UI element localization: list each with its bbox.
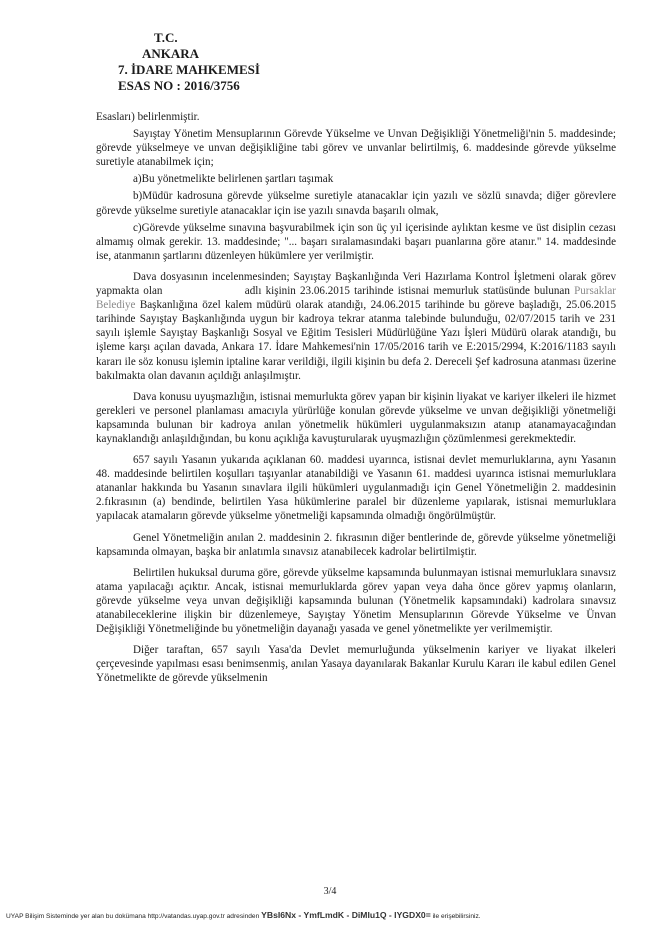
paragraph-4: c)Görevde yükselme sınavına başvurabilmek için son üç yıl içerisinde aylıktan kesme ve üst disiplin cezası almamış olmak gerekir. 13. maddesinde; "... başarı sıralamasındaki başarı puanlarına göre atanır." 14. maddesinde ise, atanmanın şartlarını düzenleyen hükümlere yer verilmiştir.: [96, 221, 616, 262]
paragraph-6: Dava konusu uyuşmazlığın, istisnai memurlukta görev yapan bir kişinin liyakat ve kariyer ilkeleri ile hizmet gerekleri ve personel planlaması amacıyla yürürlüğe konulan görevde yükselme ve unvan değişikliği yönetmeliği kapsamında bulunan bir kadroya anılan yönetmelik hükümleri uygulanmaksızın atanıp atanamayacağından kaynaklandığı anlaşıldığından, bu konu açıklığa kavuşturularak uyuşmazlığın çözümlenmesi gerekmektedir.: [96, 390, 616, 445]
page-number: 3/4: [323, 886, 337, 897]
paragraph-5-part-d: Başkanlığına özel kalem müdürü olarak atandığı, 24.06.2015 tarihinde bu göreve başladığı, 25.06.2015 tarihinde Sayıştay Başkanlığında uygun bir kadroya tekrar atanma talebinde bulunduğu, 02/07/2015 tarih ve 231 sayılı işlemle Sayıştay Başkanlığı Sosyal ve Eğitim Tesisleri Müdürlüğüne Yazı İşleri Müdürü olarak atandığı, bu işleme karşı açılan davada, Ankara 17. İdare Mahkemesi'nin 17/05/2016 tarih ve E:2015/2994, K:2016/1183 sayılı kararı ile söz konusu işlemin iptaline karar verildiği, ilgili kişinin bu defa 2. Dereceli Şef kadrosuna atanması üzerine bakılmakta olan davanın açıldığı anlaşılmıştır.: [96, 299, 616, 382]
uyap-footer: [6, 910, 654, 920]
footer-prefix: UYAP Bilişim Sisteminde yer alan bu dokümana http://vatandas.uyap.gov.tr adresinden: [6, 913, 260, 920]
footer-verification-code: YBsI6Nx - YmfLmdK - DiMIu1Q - IYGDX0=: [261, 910, 431, 920]
paragraph-5: [96, 270, 616, 383]
header-city: ANKARA: [142, 46, 200, 61]
header-case-number: ESAS NO : 2016/3756: [118, 78, 240, 93]
paragraph-5-part-b: adlı kişinin 23.06.2015 tarihinde istisnai memurluk statüsünde bulunan: [244, 285, 570, 298]
paragraph-7: 657 sayılı Yasanın yukarıda açıklanan 60. maddesi uyarınca, istisnai devlet memurluklarına, aynı Yasanın 48. maddesinde belirtilen koşulları taşıyanlar atanabildiği ve Yasanın 61. maddesi uyarınca istisnai memurluklara atananlar hakkında bu Yasanın sınavlara ilgili hükümleri uygulanmadığı için Genel Yönetmeliğin 2. maddesinin 2.fıkrasının (a) bendinde, belirtilen Yasa hükümlerine paralel bir düzenleme yapılarak, istisnai memurluklara yapılacak atamaların görevde yükselme yönetmeliği kapsamında olmadığı öngörülmüştür.: [96, 454, 616, 523]
paragraph-5-part-a: Dava dosyasının incelenmesinden; Sayıştay Başkanlığında Veri Hazırlama Kontrol İşletmeni olarak görev yapmakta olan: [96, 270, 616, 298]
document-header: [118, 30, 260, 94]
document-body: [96, 110, 616, 688]
paragraph-8: Genel Yönetmeliğin anılan 2. maddesinin 2. fıkrasının diğer bentlerinde de, görevde yükselme yönetmeliği kapsamında olmayan, başka bir anlatımla sınavsız atanabilecek kadrolar belirtilmiştir.: [96, 531, 616, 558]
header-tc: T.C.: [154, 30, 178, 45]
paragraph-2: a)Bu yönetmelikte belirlenen şartları taşımak: [133, 173, 334, 186]
paragraph-9: Belirtilen hukuksal duruma göre, görevde yükselme kapsamında bulunmayan istisnai memurluklara sınavsız atama yapılacağı açıktır. Ancak, istisnai memurluklarda görev yapan veya daha önce görev yapmış olanların, görevde yükselme veya unvan değişikliği kapsamında bulunan (Yönetmelik kapsamındaki) kadrolara sınavsız atanabileceklerine ilişkin bir düzenlemeye, Sayıştay Yönetim Mensuplarının Görevde Yükselme ve Ünvan Değişikliği Yönetmeliğinde bu yönetmeliğin dayanağı yasada ve genel yönetmelikte yer verilmemiştir.: [96, 566, 616, 636]
paragraph-10: Diğer taraftan, 657 sayılı Yasa'da Devlet memurluğunda yükselmenin kariyer ve liyakat ilkeleri çerçevesinde yapılması esası benimsenmiş, anılan Yasaya dayanılarak Bakanlar Kurulu Kararı ile kabul edilen Genel Yönetmelikte de görevde yükselmenin: [96, 644, 616, 685]
paragraph-1: Sayıştay Yönetim Mensuplarının Görevde Yükselme ve Unvan Değişikliği Yönetmeliği'nin 5. maddesinde; görevde yükselmeye ve unvan değişikliğine tabi görev ve unvanlar belirtilmiş, 6. maddesinde görevde yükselme suretiyle atanabilmek için;: [96, 128, 616, 169]
paragraph-0: Esasları) belirlenmiştir.: [96, 111, 200, 123]
paragraph-3: b)Müdür kadrosuna görevde yükselme suretiyle atanacaklar için yazılı ve sözlü sınavda; diğer görevlere görevde yükselme suretiyle atanacaklar için ise yazılı sınavda başarılı olmak,: [96, 190, 616, 217]
footer-suffix: ile erişebilirsiniz.: [432, 913, 481, 920]
header-court-name: 7. İDARE MAHKEMESİ: [118, 62, 260, 77]
paragraph-5-faded: Pursaklar Belediye: [96, 285, 616, 312]
